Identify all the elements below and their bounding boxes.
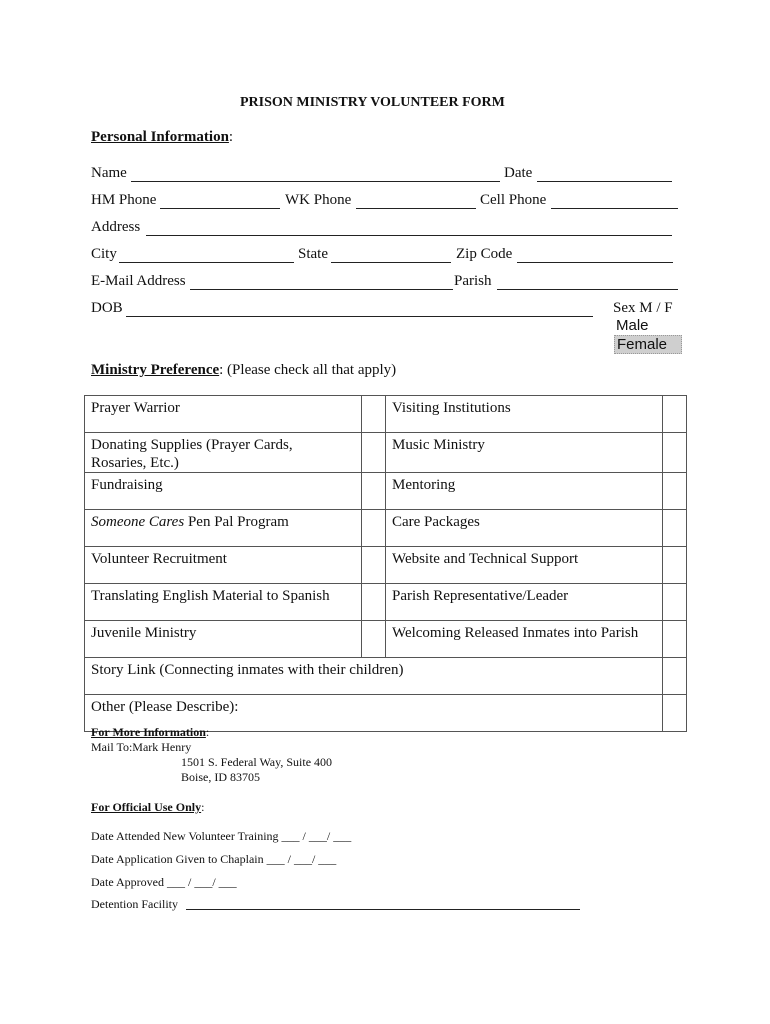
state-label: State (298, 246, 328, 262)
pref-other[interactable]: Other (Please Describe): (85, 695, 663, 732)
table-row (85, 396, 687, 433)
date-field[interactable] (537, 181, 672, 182)
ministry-preference-table (84, 395, 687, 732)
mail-city: Boise, ID 83705 (181, 770, 260, 784)
checkbox-mentoring[interactable] (663, 473, 687, 510)
more-info-heading: For More Information: (91, 725, 210, 739)
state-field[interactable] (331, 262, 451, 263)
checkbox-translating[interactable] (362, 584, 386, 621)
date-label: Date (504, 165, 533, 181)
ministry-heading: Ministry Preference: (Please check all that apply) (91, 362, 397, 378)
mail-to: Mail To:Mark Henry (91, 740, 192, 754)
pref-volunteer-recruitment: Volunteer Recruitment (85, 547, 362, 584)
pref-pen-pal: Someone Cares Pen Pal Program (85, 510, 362, 547)
checkbox-care-packages[interactable] (663, 510, 687, 547)
form-title: PRISON MINISTRY VOLUNTEER FORM (240, 95, 505, 110)
cell-phone-label: Cell Phone (480, 192, 547, 208)
pref-welcoming-released: Welcoming Released Inmates into Parish (385, 621, 662, 658)
email-label: E-Mail Address (91, 273, 186, 289)
official-chaplain-date[interactable]: Date Application Given to Chaplain ___ / ___/ ___ (91, 852, 337, 866)
pref-prayer-warrior: Prayer Warrior (85, 396, 362, 433)
pref-fundraising: Fundraising (85, 473, 362, 510)
checkbox-volunteer-recruitment[interactable] (362, 547, 386, 584)
sex-option-male[interactable]: Male (616, 317, 649, 334)
checkbox-welcoming-released[interactable] (663, 621, 687, 658)
checkbox-donating-supplies[interactable] (362, 433, 386, 473)
checkbox-story-link[interactable] (663, 658, 687, 695)
email-field[interactable] (190, 289, 453, 290)
checkbox-prayer-warrior[interactable] (362, 396, 386, 433)
hm-phone-field[interactable] (160, 208, 280, 209)
checkbox-pen-pal[interactable] (362, 510, 386, 547)
checkbox-juvenile-ministry[interactable] (362, 621, 386, 658)
table-row (85, 433, 687, 473)
detention-facility-label: Detention Facility (91, 897, 178, 911)
pref-care-packages: Care Packages (385, 510, 662, 547)
dob-label: DOB (91, 300, 123, 316)
checkbox-parish-representative[interactable] (663, 584, 687, 621)
official-heading: For Official Use Only: (91, 800, 205, 814)
pref-parish-representative: Parish Representative/Leader (385, 584, 662, 621)
checkbox-music-ministry[interactable] (663, 433, 687, 473)
official-approved-date[interactable]: Date Approved ___ / ___/ ___ (91, 875, 237, 889)
zip-field[interactable] (517, 262, 673, 263)
name-field[interactable] (131, 181, 500, 182)
name-label: Name (91, 165, 127, 181)
checkbox-visiting-institutions[interactable] (663, 396, 687, 433)
zip-label: Zip Code (456, 246, 513, 262)
dob-field[interactable] (126, 316, 593, 317)
hm-phone-label: HM Phone (91, 192, 157, 208)
city-label: City (91, 246, 117, 262)
sex-label: Sex M / F (613, 300, 673, 316)
address-label: Address (91, 219, 141, 235)
sex-option-female[interactable]: Female (614, 335, 682, 354)
checkbox-fundraising[interactable] (362, 473, 386, 510)
mail-street: 1501 S. Federal Way, Suite 400 (181, 755, 333, 769)
checkbox-other[interactable] (663, 695, 687, 732)
pref-translating: Translating English Material to Spanish (85, 584, 362, 621)
table-row (85, 621, 687, 658)
address-field[interactable] (146, 235, 672, 236)
parish-label: Parish (454, 273, 492, 289)
table-row (85, 658, 687, 695)
pref-juvenile-ministry: Juvenile Ministry (85, 621, 362, 658)
table-row (85, 584, 687, 621)
personal-info-heading: Personal Information: (91, 129, 234, 145)
pref-mentoring: Mentoring (385, 473, 662, 510)
table-row (85, 547, 687, 584)
city-field[interactable] (119, 262, 294, 263)
pref-visiting-institutions: Visiting Institutions (385, 396, 662, 433)
table-row (85, 510, 687, 547)
pref-music-ministry: Music Ministry (385, 433, 662, 473)
pref-website-support: Website and Technical Support (385, 547, 662, 584)
pref-donating-supplies: Donating Supplies (Prayer Cards, Rosaries, Etc.) (85, 433, 362, 473)
wk-phone-field[interactable] (356, 208, 476, 209)
official-training-date[interactable]: Date Attended New Volunteer Training ___ / ___/ ___ (91, 829, 352, 843)
checkbox-website-support[interactable] (663, 547, 687, 584)
pref-story-link: Story Link (Connecting inmates with their children) (85, 658, 663, 695)
wk-phone-label: WK Phone (285, 192, 352, 208)
detention-facility-field[interactable] (186, 909, 580, 910)
parish-field[interactable] (497, 289, 678, 290)
cell-phone-field[interactable] (551, 208, 678, 209)
table-row (85, 473, 687, 510)
